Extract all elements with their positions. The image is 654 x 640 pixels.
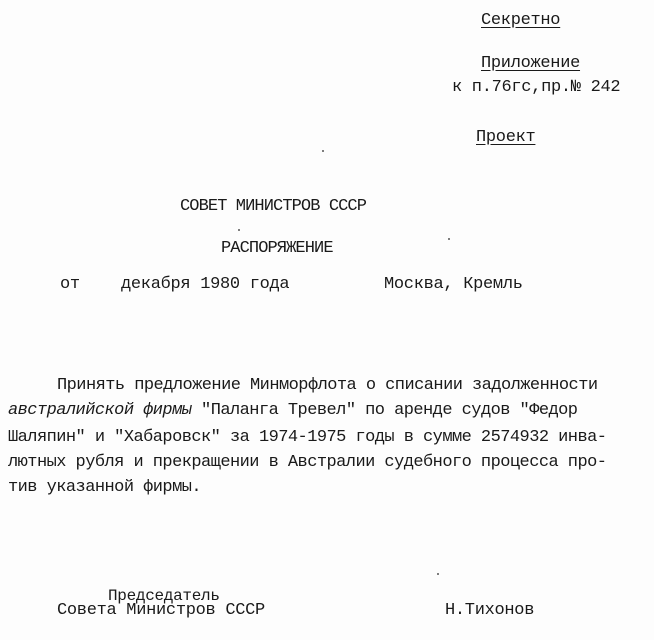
- body-text-italic: австралийской фирмы: [8, 401, 192, 420]
- document-date: декабря 1980 года: [121, 275, 290, 294]
- body-line: [8, 453, 606, 473]
- body-line: [8, 401, 577, 421]
- classification-label: Секретно: [481, 11, 561, 30]
- signatory-name: Н.Тихонов: [445, 601, 535, 620]
- body-text: тив указанной фирмы.: [8, 478, 202, 497]
- document-type: РАСПОРЯЖЕНИЕ: [221, 239, 333, 258]
- body-line: [8, 428, 606, 448]
- scan-speck: [238, 229, 240, 231]
- council-title: СОВЕТ МИНИСТРОВ СССР: [180, 197, 367, 216]
- body-line: [8, 478, 201, 498]
- draft-label: Проект: [476, 128, 536, 147]
- scan-speck: [322, 150, 324, 152]
- body-line: [57, 376, 598, 396]
- signatory-title-line1: Председатель: [108, 587, 220, 605]
- date-prefix: от: [60, 275, 80, 294]
- appendix-reference: к п.76гс,пр.№ 242: [452, 78, 621, 97]
- signatory-title-line2: Совета Министров СССР: [57, 601, 265, 620]
- appendix-label: Приложение: [481, 54, 581, 73]
- document-place: Москва, Кремль: [384, 275, 523, 294]
- body-text: лютных рубля и прекращении в Австралии судебного процесса про-: [8, 453, 607, 472]
- body-text: "Паланга Тревел" по аренде судов "Федор: [191, 401, 578, 420]
- body-text: Шаляпин" и "Хабаровск" за 1974-1975 годы в сумме 2574932 инва-: [8, 428, 607, 447]
- scan-speck: [437, 573, 439, 575]
- scan-speck: [448, 238, 450, 240]
- body-text: Принять предложение Минморфлота о списании задолженности: [57, 376, 598, 395]
